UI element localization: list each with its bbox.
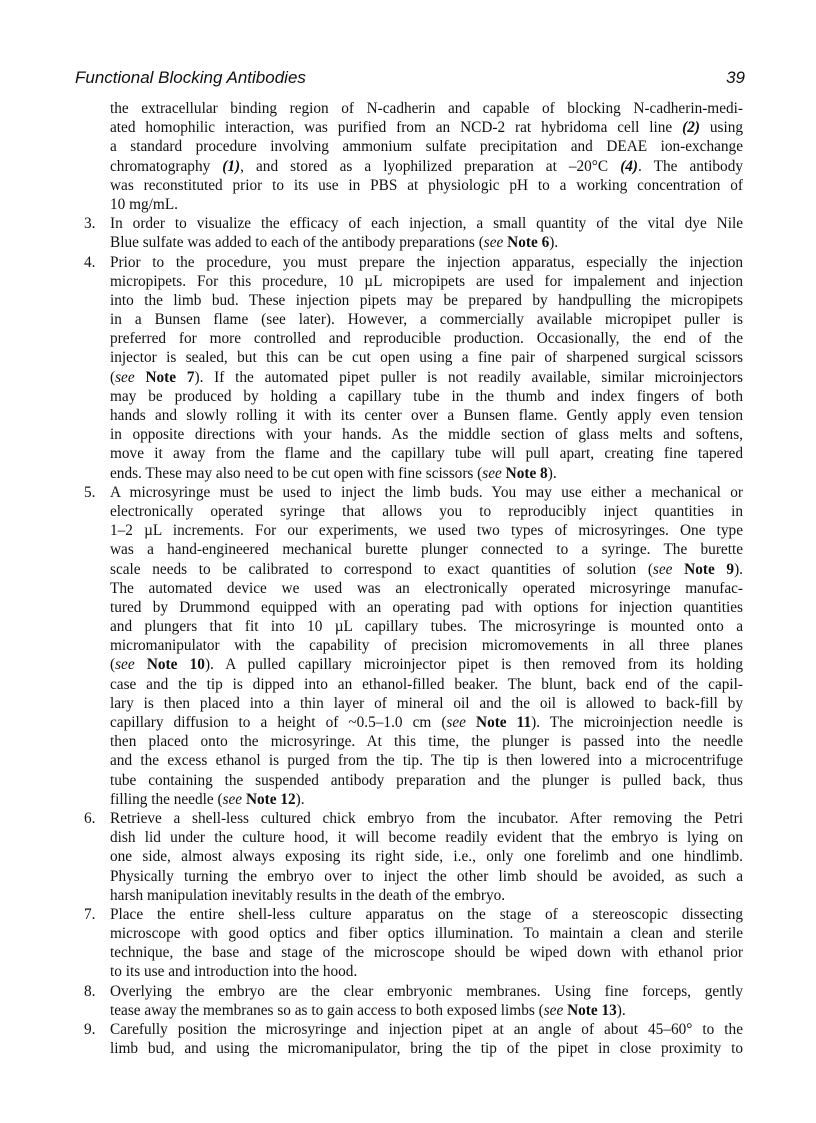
list-item [75, 483, 743, 809]
list-item-line: limb bud, and using the micromanipulator, bring the tip of the pipet in close proximity to [110, 1040, 743, 1058]
list-item-number: 9. [84, 1021, 96, 1038]
list-item-line: The automated device we used was an electronically operated microsyringe manufac- [110, 579, 743, 597]
list-item-line: in a Bunsen flame (see later). However, a commercially available micropipet puller is [110, 311, 743, 329]
list-item-line: 1–2 µL increments. For our experiments, we used two types of microsyringes. One type [110, 522, 743, 540]
list-item-line: tured by Drummond equipped with an operating pad with options for injection quantities [110, 598, 743, 616]
list-item-line: micropipets. For this procedure, 10 µL micropipets are used for impalement and injection [110, 272, 743, 290]
list-item-line: may be produced by holding a capillary tube in the thumb and index fingers of both [110, 387, 743, 405]
list-item [75, 214, 743, 252]
list-item-line: (see Note 10). A pulled capillary microinjector pipet is then removed from its holding [110, 656, 744, 674]
list-item-number: 4. [84, 253, 96, 271]
list-item [75, 1020, 743, 1058]
list-item-line: Blue sulfate was added to each of the antibody preparations (see Note 6). [110, 234, 559, 252]
list-item-line: lary is then placed into a thin layer of mineral oil and the oil is allowed to back-fill by [110, 694, 743, 712]
list-item-line: A microsyringe must be used to inject the limb buds. You may use either a mechanical or [110, 483, 743, 501]
list-item-line: and the excess ethanol is purged from the tip. The tip is then lowered into a microcentrifuge [110, 752, 743, 770]
list-item-line: then placed onto the microsyringe. At this time, the plunger is passed into the needle [110, 733, 743, 751]
list-item-number: 8. [84, 982, 96, 1000]
list-item-line: harsh manipulation inevitably results in the death of the embryo. [110, 886, 506, 904]
list-item-line: hands and slowly rolling it with its center over a Bunsen flame. Gently apply even tension [110, 407, 743, 424]
list-item-line: into the limb bud. These injection pipets may be prepared by handpulling the micropipets [110, 291, 743, 309]
paragraph-line: a standard procedure involving ammonium sulfate precipitation and DEAE ion-exchange [110, 138, 743, 156]
list-item-line: one side, almost always exposing its right side, i.e., only one forelimb and one hindlimb. [110, 848, 743, 866]
body-text [75, 99, 743, 1058]
list-item-line: Retrieve a shell-less cultured chick embryo from the incubator. After removing the Petri [110, 809, 743, 827]
list-item-line: microscope with good optics and fiber optics illumination. To maintain a clean and sterile [110, 925, 743, 943]
list-item-number: 5. [84, 483, 96, 501]
list-item-line: Carefully position the microsyringe and injection pipet at an angle of about 45–60° to the [110, 1021, 743, 1038]
list-item-line: in opposite directions with your hands. As the middle section of glass melts and softens, [110, 426, 743, 444]
list-item [75, 905, 743, 982]
list-item-line: Physically turning the embryo over to inject the other limb should be avoided, as such a [110, 867, 743, 885]
list-item [75, 982, 743, 1020]
list-item-line: scale needs to be calibrated to correspond to exact quantities of solution (see Note 9). [110, 560, 743, 578]
paragraph-line: was reconstituted prior to its use in PBS at physiologic pH to a working concentration of [110, 176, 743, 194]
list-item-line: In order to visualize the efficacy of each injection, a small quantity of the vital dye Nile [110, 215, 743, 233]
list-item-line: ends. These may also need to be cut open with fine scissors (see Note 8). [110, 464, 557, 482]
list-item-line: to its use and introduction into the hood. [110, 963, 358, 981]
list-item-line: Prior to the procedure, you must prepare the injection apparatus, especially the injection [110, 253, 743, 271]
paragraph-line: 10 mg/mL. [110, 195, 178, 213]
running-title: Functional Blocking Antibodies [75, 68, 306, 87]
paragraph-line: ated homophilic interaction, was purified from an NCD-2 rat hybridoma cell line (2) using [110, 119, 743, 137]
list-item-line: (see Note 7). If the automated pipet puller is not readily available, similar microinjectors [110, 368, 743, 386]
list-item-line: electronically operated syringe that allows you to reproducibly inject quantities in [110, 502, 743, 520]
list-item-number: 7. [84, 905, 96, 923]
list-item-line: tube containing the suspended antibody preparation and the plunger is pulled back, thus [110, 771, 743, 789]
page-number: 39 [726, 68, 745, 87]
list-item-line: was a hand-engineered mechanical burette plunger connected to a syringe. The burette [110, 541, 743, 559]
paragraph-line: the extracellular binding region of N-cadherin and capable of blocking N-cadherin-medi- [110, 100, 743, 117]
list-item-line: dish lid under the culture hood, it will become readily evident that the embryo is lying on [110, 829, 743, 847]
list-item [75, 253, 743, 483]
running-header [75, 68, 745, 92]
list-item-line: preferred for more controlled and reproducible production. Occasionally, the end of the [110, 330, 743, 348]
list-item-line: move it away from the flame and the capillary tube will pull apart, creating fine tapered [110, 445, 743, 463]
list-item-line: injector is sealed, but this can be cut open using a fine pair of sharpened surgical scissors [110, 349, 743, 367]
list-item-line: micromanipulator with the capability of precision micromovements in all three planes [110, 637, 743, 655]
list-item-line: Place the entire shell-less culture apparatus on the stage of a stereoscopic dissecting [110, 905, 743, 923]
list-item-number: 6. [84, 809, 96, 827]
list-item-line: filling the needle (see Note 12). [110, 790, 305, 808]
list-item-line: Overlying the embryo are the clear embryonic membranes. Using fine forceps, gently [110, 982, 743, 1000]
list-item [75, 809, 743, 905]
list-item-line: capillary diffusion to a height of ~0.5–1.0 cm (see Note 11). The microinjection needle is [110, 714, 744, 731]
list-item-line: technique, the base and stage of the microscope should be wiped down with ethanol prior [110, 944, 743, 962]
list-item-line: tease away the membranes so as to gain access to both exposed limbs (see Note 13). [110, 1001, 626, 1019]
list-item-line: and plungers that fit into 10 µL capillary tubes. The microsyringe is mounted onto a [110, 618, 743, 636]
list-item-line: case and the tip is dipped into an ethanol-filled beaker. The blunt, back end of the capil- [110, 675, 743, 693]
paragraph-line: chromatography (1), and stored as a lyophilized preparation at –20°C (4). The antibody [110, 157, 743, 175]
list-item-number: 3. [84, 215, 96, 233]
